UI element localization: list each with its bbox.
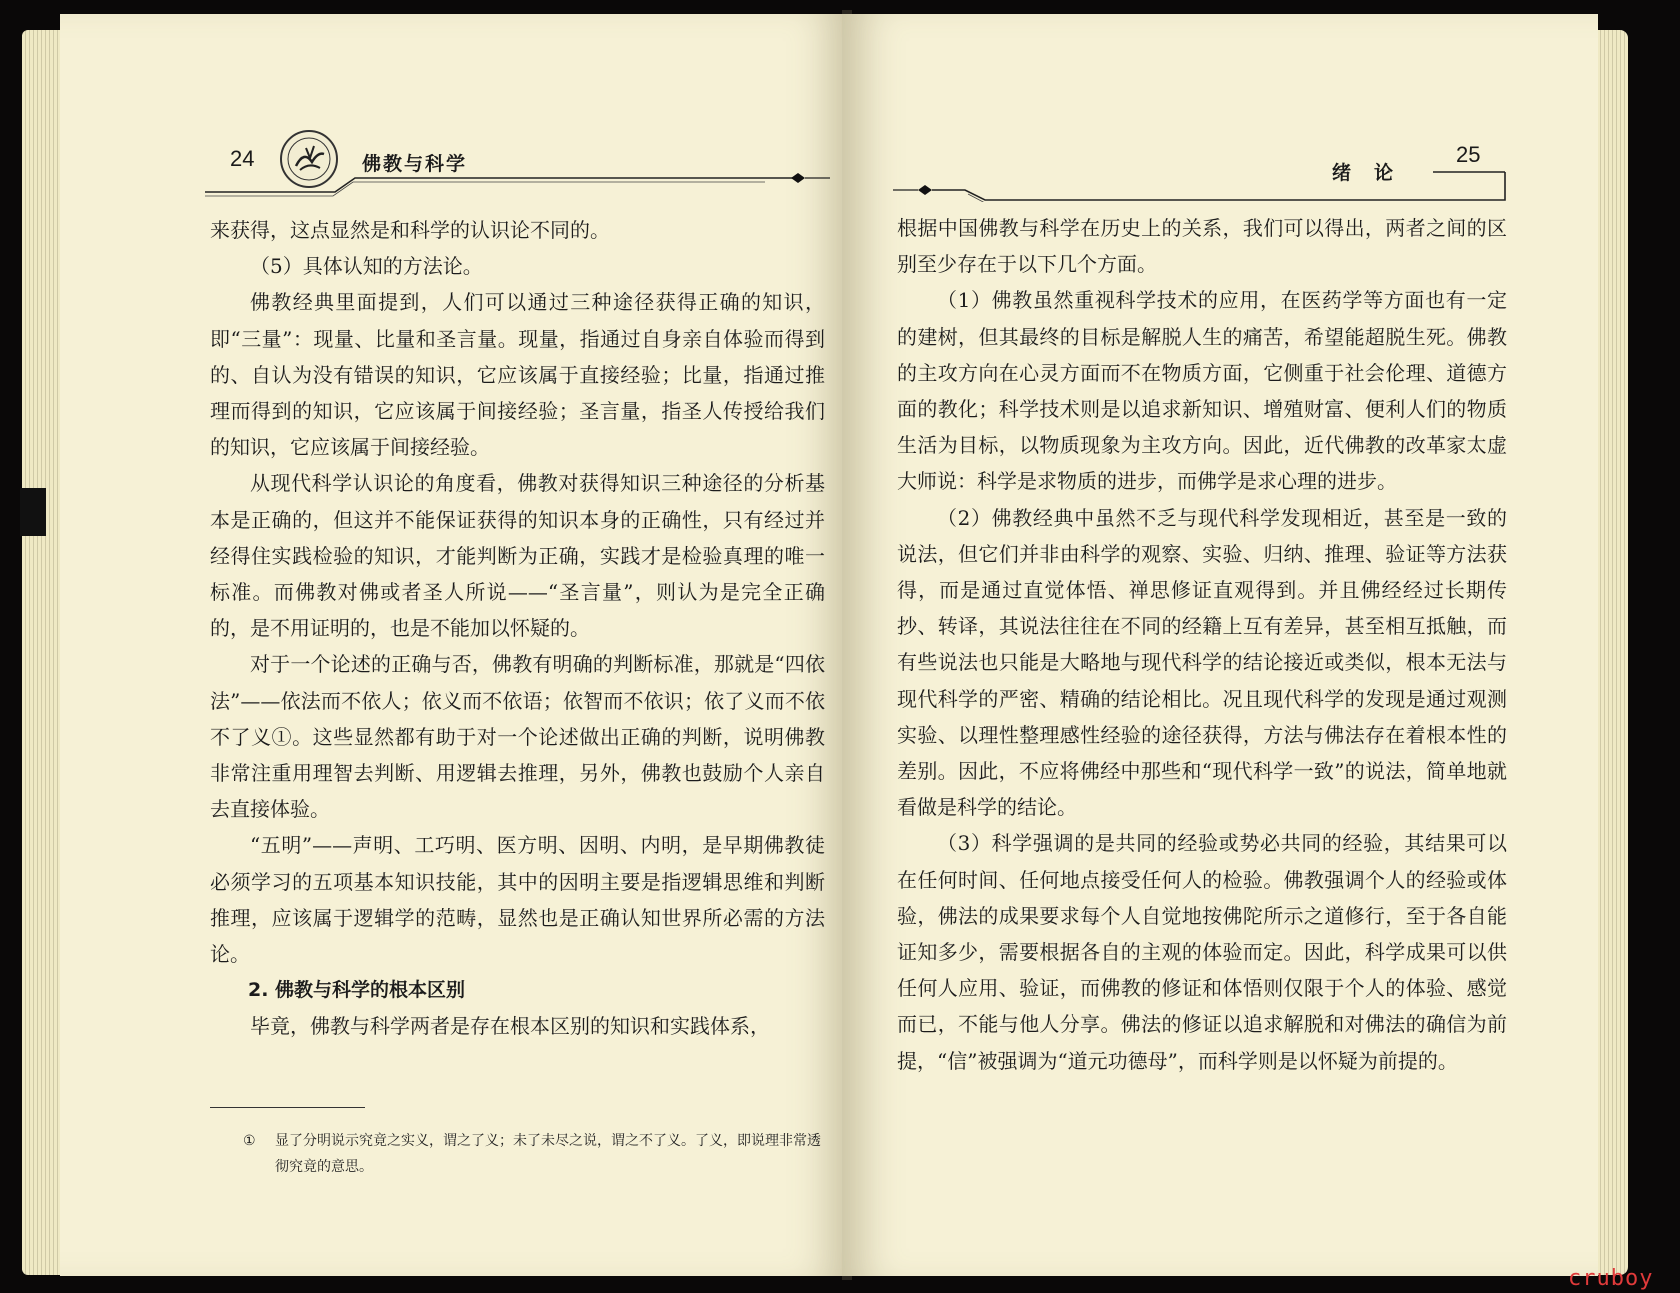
paragraph: （3）科学强调的是共同的经验或势必共同的经验，其结果可以在任何时间、任何地点接受任何人的检验。佛教强调个人的经验或体验，佛法的成果要求每个人自觉地按佛陀所示之道修行，至于各自能证知多少，需要根据各自的主观的体验而定。因此，科学成果可以供任何人应用、验证，而佛教的修证和体悟则仅限于个人的体验、感觉而已，不能与他人分享。佛法的修证以追求解脱和对佛法的确信为前提，“信”被强调为“道元功德母”，而科学则是以怀疑为前提的。 (897, 831, 1507, 1073)
thumb-index-mark (20, 488, 46, 536)
left-page-number: 24 (230, 146, 255, 171)
subsection-heading: （5）具体认知的方法论。 (250, 254, 483, 279)
paragraph: 毕竟，佛教与科学两者是存在根本区别的知识和实践体系， (250, 1014, 770, 1039)
footnote-rule (210, 1107, 365, 1108)
paragraph: （1）佛教虽然重视科学技术的应用，在医药学等方面也有一定的建树，但其最终的目标是解脱人生的痛苦，希望能超脱生死。佛教的主攻方向在心灵方面而不在物质方面，它侧重于社会伦理、道德方面的教化；科学技术则是以追求新知识、增殖财富、便利人们的物质生活为目标，以物质现象为主攻方向。因此，近代佛教的改革家太虚大师说：科学是求物质的进步，而佛学是求心理的进步。 (897, 288, 1507, 494)
section-heading: 2. 佛教与科学的根本区别 (248, 979, 466, 1002)
right-header-rule (893, 168, 1508, 202)
paragraph: 来获得，这点显然是和科学的认识论不同的。 (210, 218, 610, 242)
paragraph: “五明”——声明、工巧明、医方明、因明、内明，是早期佛教徒必须学习的五项基本知识技能，其中的因明主要是指逻辑思维和判断推理，应该属于逻辑学的范畴，显然也是正确认知世界所必需的方法论。 (210, 833, 825, 967)
paragraph: 从现代科学认识论的角度看，佛教对获得知识三种途径的分析基本是正确的，但这并不能保证获得的知识本身的正确性，只有经过并经得住实践检验的知识，才能判断为正确，实践才是检验真理的唯一标准。而佛教对佛或者圣人所说——“圣言量”，则认为是完全正确的，是不用证明的，也是不能加以怀疑的。 (210, 471, 825, 641)
scanner-watermark: cruboy (1568, 1266, 1654, 1291)
right-page-number: 25 (1456, 142, 1481, 167)
paragraph: 根据中国佛教与科学在历史上的关系，我们可以得出，两者之间的区别至少存在于以下几个方面。 (897, 216, 1507, 277)
right-page-body (897, 210, 1507, 1079)
left-page-body (210, 212, 825, 1045)
paragraph: 佛教经典里面提到，人们可以通过三种途径获得正确的知识，即“三量”：现量、比量和圣言量。现量，指通过自身亲自体验而得到的、自认为没有错误的知识，它应该属于直接经验；比量，指通过推理而得到的知识，它应该属于间接经验；圣言量，指圣人传授给我们的知识，它应该属于间接经验。 (210, 290, 825, 460)
footnote-mark: ① (243, 1133, 256, 1149)
footnote (245, 1128, 825, 1180)
paragraph: （2）佛教经典中虽然不乏与现代科学发现相近，甚至是一致的说法，但它们并非由科学的观察、实验、归纳、推理、验证等方法获得，而是通过直觉体悟、禅思修证直观得到。并且佛经经过长期传抄、转译，其说法往往在不同的经籍上互有差异，甚至相互抵触，而有些说法也只能是大略地与现代科学的结论接近或类似，根本无法与现代科学的严密、精确的结论相比。况且现代科学的发现是通过观测实验、以理性整理感性经验的途径获得，方法与佛法存在着根本性的差别。因此，不应将佛经中那些和“现代科学一致”的说法，简单地就看做是科学的结论。 (897, 505, 1507, 820)
left-running-title: 佛教与科学 (362, 153, 468, 175)
paragraph: 对于一个论述的正确与否，佛教有明确的判断标准，那就是“四依法”——依法而不依人；依义而不依语；依智而不依识；依了义而不依不了义①。这些显然都有助于对一个论述做出正确的判断，说明佛教非常注重用理智去判断、用逻辑去推理，另外，佛教也鼓励个人亲自去直接体验。 (210, 652, 825, 822)
left-header-rule (205, 160, 830, 200)
right-running-title: 绪 论 (1332, 162, 1396, 184)
footnote-text: 显了分明说示究竟之实义，谓之了义；未了未尽之说，谓之不了义。了义，即说理非常透彻究竟的意思。 (275, 1133, 821, 1175)
